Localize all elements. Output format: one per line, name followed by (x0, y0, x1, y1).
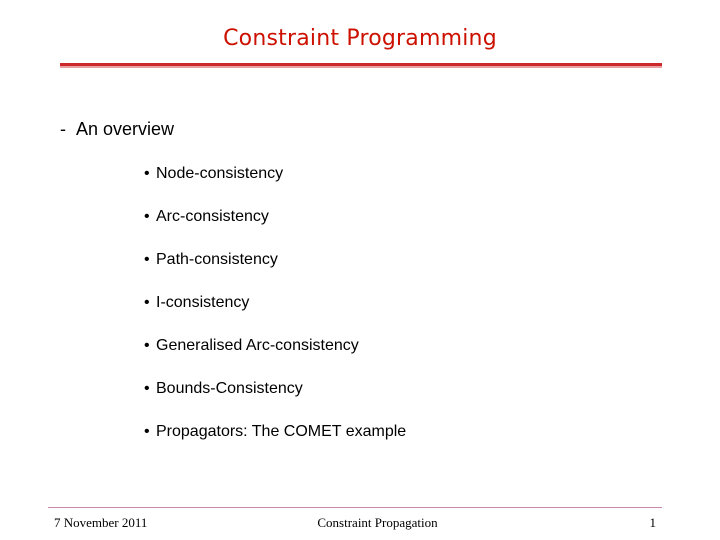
list-item-text: Path-consistency (156, 251, 278, 268)
overview-heading (60, 119, 174, 140)
bullet-icon: • (144, 337, 150, 354)
list-item (144, 336, 406, 379)
footer-course-title: Constraint Propagation (317, 515, 438, 530)
footer-divider (48, 507, 662, 508)
list-item-text: Generalised Arc-consistency (156, 337, 359, 354)
list-item (144, 250, 406, 293)
footer-page-number: 1 (649, 515, 656, 530)
slide-title: Constraint Programming (223, 26, 497, 51)
bullet-icon: • (144, 380, 150, 397)
title-underline-shadow (60, 66, 662, 68)
list-item-text: Propagators: The COMET example (156, 423, 407, 440)
list-item-text: Bounds-Consistency (156, 380, 303, 397)
footer-date: 7 November 2011 (54, 515, 148, 530)
overview-dash: - (60, 119, 66, 139)
list-item-text: Node-consistency (156, 165, 284, 182)
list-item (144, 293, 406, 336)
bullet-icon: • (144, 208, 150, 225)
topic-list (144, 164, 406, 465)
bullet-icon: • (144, 251, 150, 268)
list-item (144, 379, 406, 422)
list-item (144, 164, 406, 207)
bullet-icon: • (144, 294, 150, 311)
bullet-icon: • (144, 423, 150, 440)
list-item-text: I-consistency (156, 294, 250, 311)
list-item (144, 207, 406, 250)
list-item-text: Arc-consistency (156, 208, 269, 225)
bullet-icon: • (144, 165, 150, 182)
list-item (144, 422, 406, 465)
overview-label: An overview (76, 119, 175, 139)
